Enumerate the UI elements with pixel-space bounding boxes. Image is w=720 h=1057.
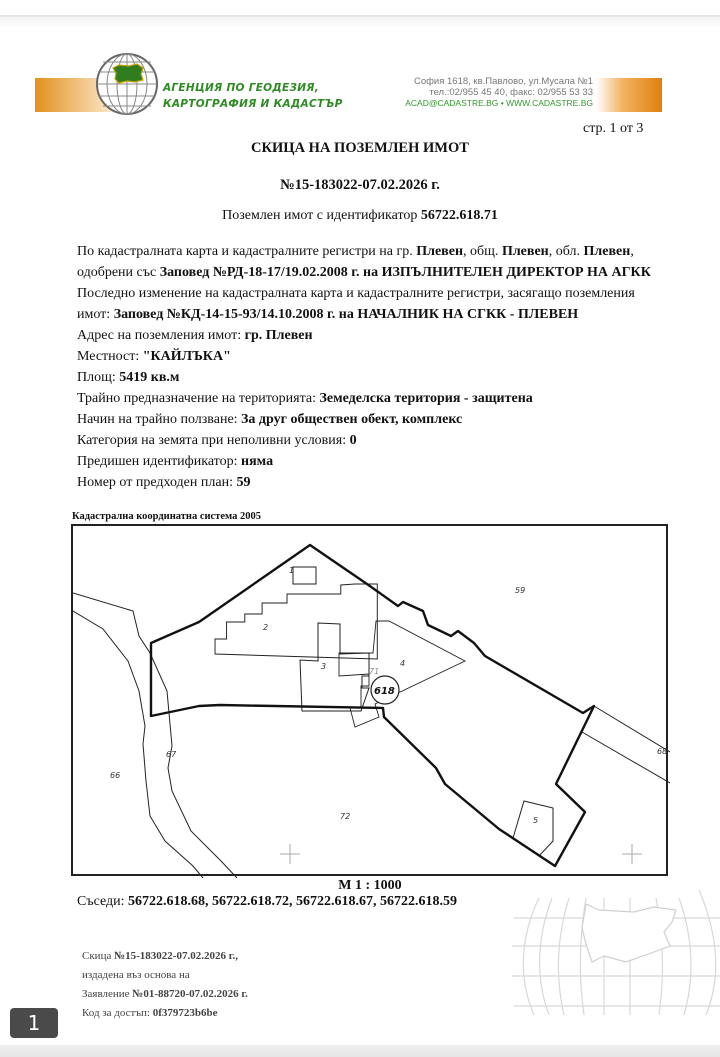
map-label-parcel-72: 72 xyxy=(340,812,351,821)
map-label-building-5: 5 xyxy=(533,816,539,825)
map-drawing xyxy=(73,526,670,878)
property-identifier: 56722.618.71 xyxy=(420,208,498,223)
purpose-row xyxy=(77,388,667,409)
address-row xyxy=(77,325,667,346)
header-orange-band-right xyxy=(596,78,662,112)
map-label-parcel-71: 71 xyxy=(369,667,380,676)
map-label-parcel-66: 66 xyxy=(110,771,121,780)
footer-request-label: Заявление xyxy=(82,988,133,1000)
map-label-building-4: 4 xyxy=(400,659,406,668)
text: , одобрени със xyxy=(77,244,634,280)
locality-value: "КАЙЛЪКА" xyxy=(142,349,231,364)
footer-request-number: №01-88720-07.02.2026 г. xyxy=(132,988,248,1000)
map-label-parcel-67: 67 xyxy=(166,750,177,759)
neighbors xyxy=(77,894,457,910)
prev-id-row xyxy=(77,451,667,472)
footer-access-code xyxy=(82,1004,248,1023)
viewer-top-bar xyxy=(0,0,720,15)
map-label-parcel-59: 59 xyxy=(515,586,526,595)
footer-sketch-number: №15-183022-07.02.2026 г., xyxy=(114,950,238,962)
area-row xyxy=(77,367,667,388)
region: Плевен xyxy=(583,244,631,259)
usage-label: Начин на трайно ползване: xyxy=(77,412,242,427)
address-label: Адрес на поземления имот: xyxy=(77,328,245,343)
page-bottom-shadow xyxy=(0,1045,720,1057)
property-info xyxy=(77,241,667,493)
prev-id-label: Предишен идентификатор: xyxy=(77,454,242,469)
agency-web: ACAD@CADASTRE.BG • WWW.CADASTRE.BG xyxy=(405,98,593,108)
document-footer xyxy=(82,947,248,1023)
city: Плевен xyxy=(416,244,464,259)
map-label-building-3: 3 xyxy=(321,662,327,671)
area-label: Площ: xyxy=(77,370,120,385)
agency-phone: тел.:02/955 45 40, факс: 02/955 53 33 xyxy=(429,87,593,98)
last-change-label: Последно изменение на кадастралната карта и кадастралните регистри, засягащо поземления имот: xyxy=(77,286,635,322)
locality-label: Местност: xyxy=(77,349,143,364)
map-label-building-1: 1 xyxy=(289,566,295,575)
text: По кадастралната карта и кадастралните регистри на гр. xyxy=(77,244,417,259)
footer-issued: издадена въз основа на xyxy=(82,969,190,981)
page-indicator-badge[interactable]: 1 xyxy=(10,1008,58,1038)
locality-row xyxy=(77,346,667,367)
cadastral-sketch-map xyxy=(71,524,668,876)
page-number: стр. 1 от 3 xyxy=(583,121,644,136)
agency-globe-logo-icon xyxy=(95,52,159,116)
footer-request xyxy=(82,985,248,1004)
municipality: Плевен xyxy=(501,244,549,259)
agency-contacts xyxy=(400,76,593,109)
cadastral-map-approval xyxy=(77,241,667,283)
map-label-block-618: 618 xyxy=(374,686,395,697)
document-title: СКИЦА НА ПОЗЕМЛЕН ИМОТ xyxy=(251,140,469,156)
last-change-order: Заповед №КД-14-15-93/14.10.2008 г. на НАЧАЛНИК НА СГКК - ПЛЕВЕН xyxy=(113,307,579,322)
category-row xyxy=(77,430,667,451)
purpose-label: Трайно предназначение на територията: xyxy=(77,391,320,406)
neighbors-list: 56722.618.68, 56722.618.72, 56722.618.67, 56722.618.59 xyxy=(128,894,457,909)
usage-value: За друг обществен обект, комплекс xyxy=(241,412,463,427)
prev-plan-label: Номер от предходен план: xyxy=(77,475,237,490)
footer-access-code-value: 0f379723b6be xyxy=(152,1007,218,1019)
purpose-value: Земеделска територия - защитена xyxy=(319,391,533,406)
prev-plan-value: 59 xyxy=(236,475,251,490)
coordinate-system-label: Кадастрална координатна система 2005 xyxy=(72,511,261,522)
map-label-building-2: 2 xyxy=(263,623,269,632)
category-label: Категория на земята при неполивни условия: xyxy=(77,433,350,448)
identifier-label: Поземлен имот с идентификатор xyxy=(222,208,421,223)
property-identifier-line xyxy=(0,208,720,224)
map-label-parcel-68: 68 xyxy=(657,747,668,756)
agency-address: София 1618, кв.Павлово, ул.Мусала №1 xyxy=(413,76,593,87)
footer-sketch xyxy=(82,947,248,966)
neighbors-label: Съседи: xyxy=(77,894,128,909)
footer-sketch-label: Скица xyxy=(82,950,115,962)
globe-watermark-icon xyxy=(494,880,720,1020)
prev-plan-row xyxy=(77,472,667,493)
usage-row xyxy=(77,409,667,430)
agency-name xyxy=(163,80,343,112)
category-value: 0 xyxy=(349,433,357,448)
agency-name-line1: АГЕНЦИЯ ПО ГЕОДЕЗИЯ, xyxy=(163,82,320,94)
area-value: 5419 кв.м xyxy=(119,370,180,385)
prev-id-value: няма xyxy=(241,454,274,469)
address-value: гр. Плевен xyxy=(244,328,313,343)
text: , общ. xyxy=(463,244,502,259)
agency-name-line2: КАРТОГРАФИЯ И КАДАСТЪР xyxy=(163,98,343,110)
last-change xyxy=(77,283,667,325)
page-shadow xyxy=(0,17,720,29)
map-scale: М 1 : 1000 xyxy=(338,878,402,893)
document-number: №15-183022-07.02.2026 г. xyxy=(280,177,440,193)
text: , обл. xyxy=(548,244,584,259)
footer-access-label: Код за достъп: xyxy=(82,1007,153,1019)
approval-order: Заповед №РД-18-17/19.02.2008 г. на ИЗПЪЛНИТЕЛЕН ДИРЕКТОР НА АГКК xyxy=(159,265,651,280)
